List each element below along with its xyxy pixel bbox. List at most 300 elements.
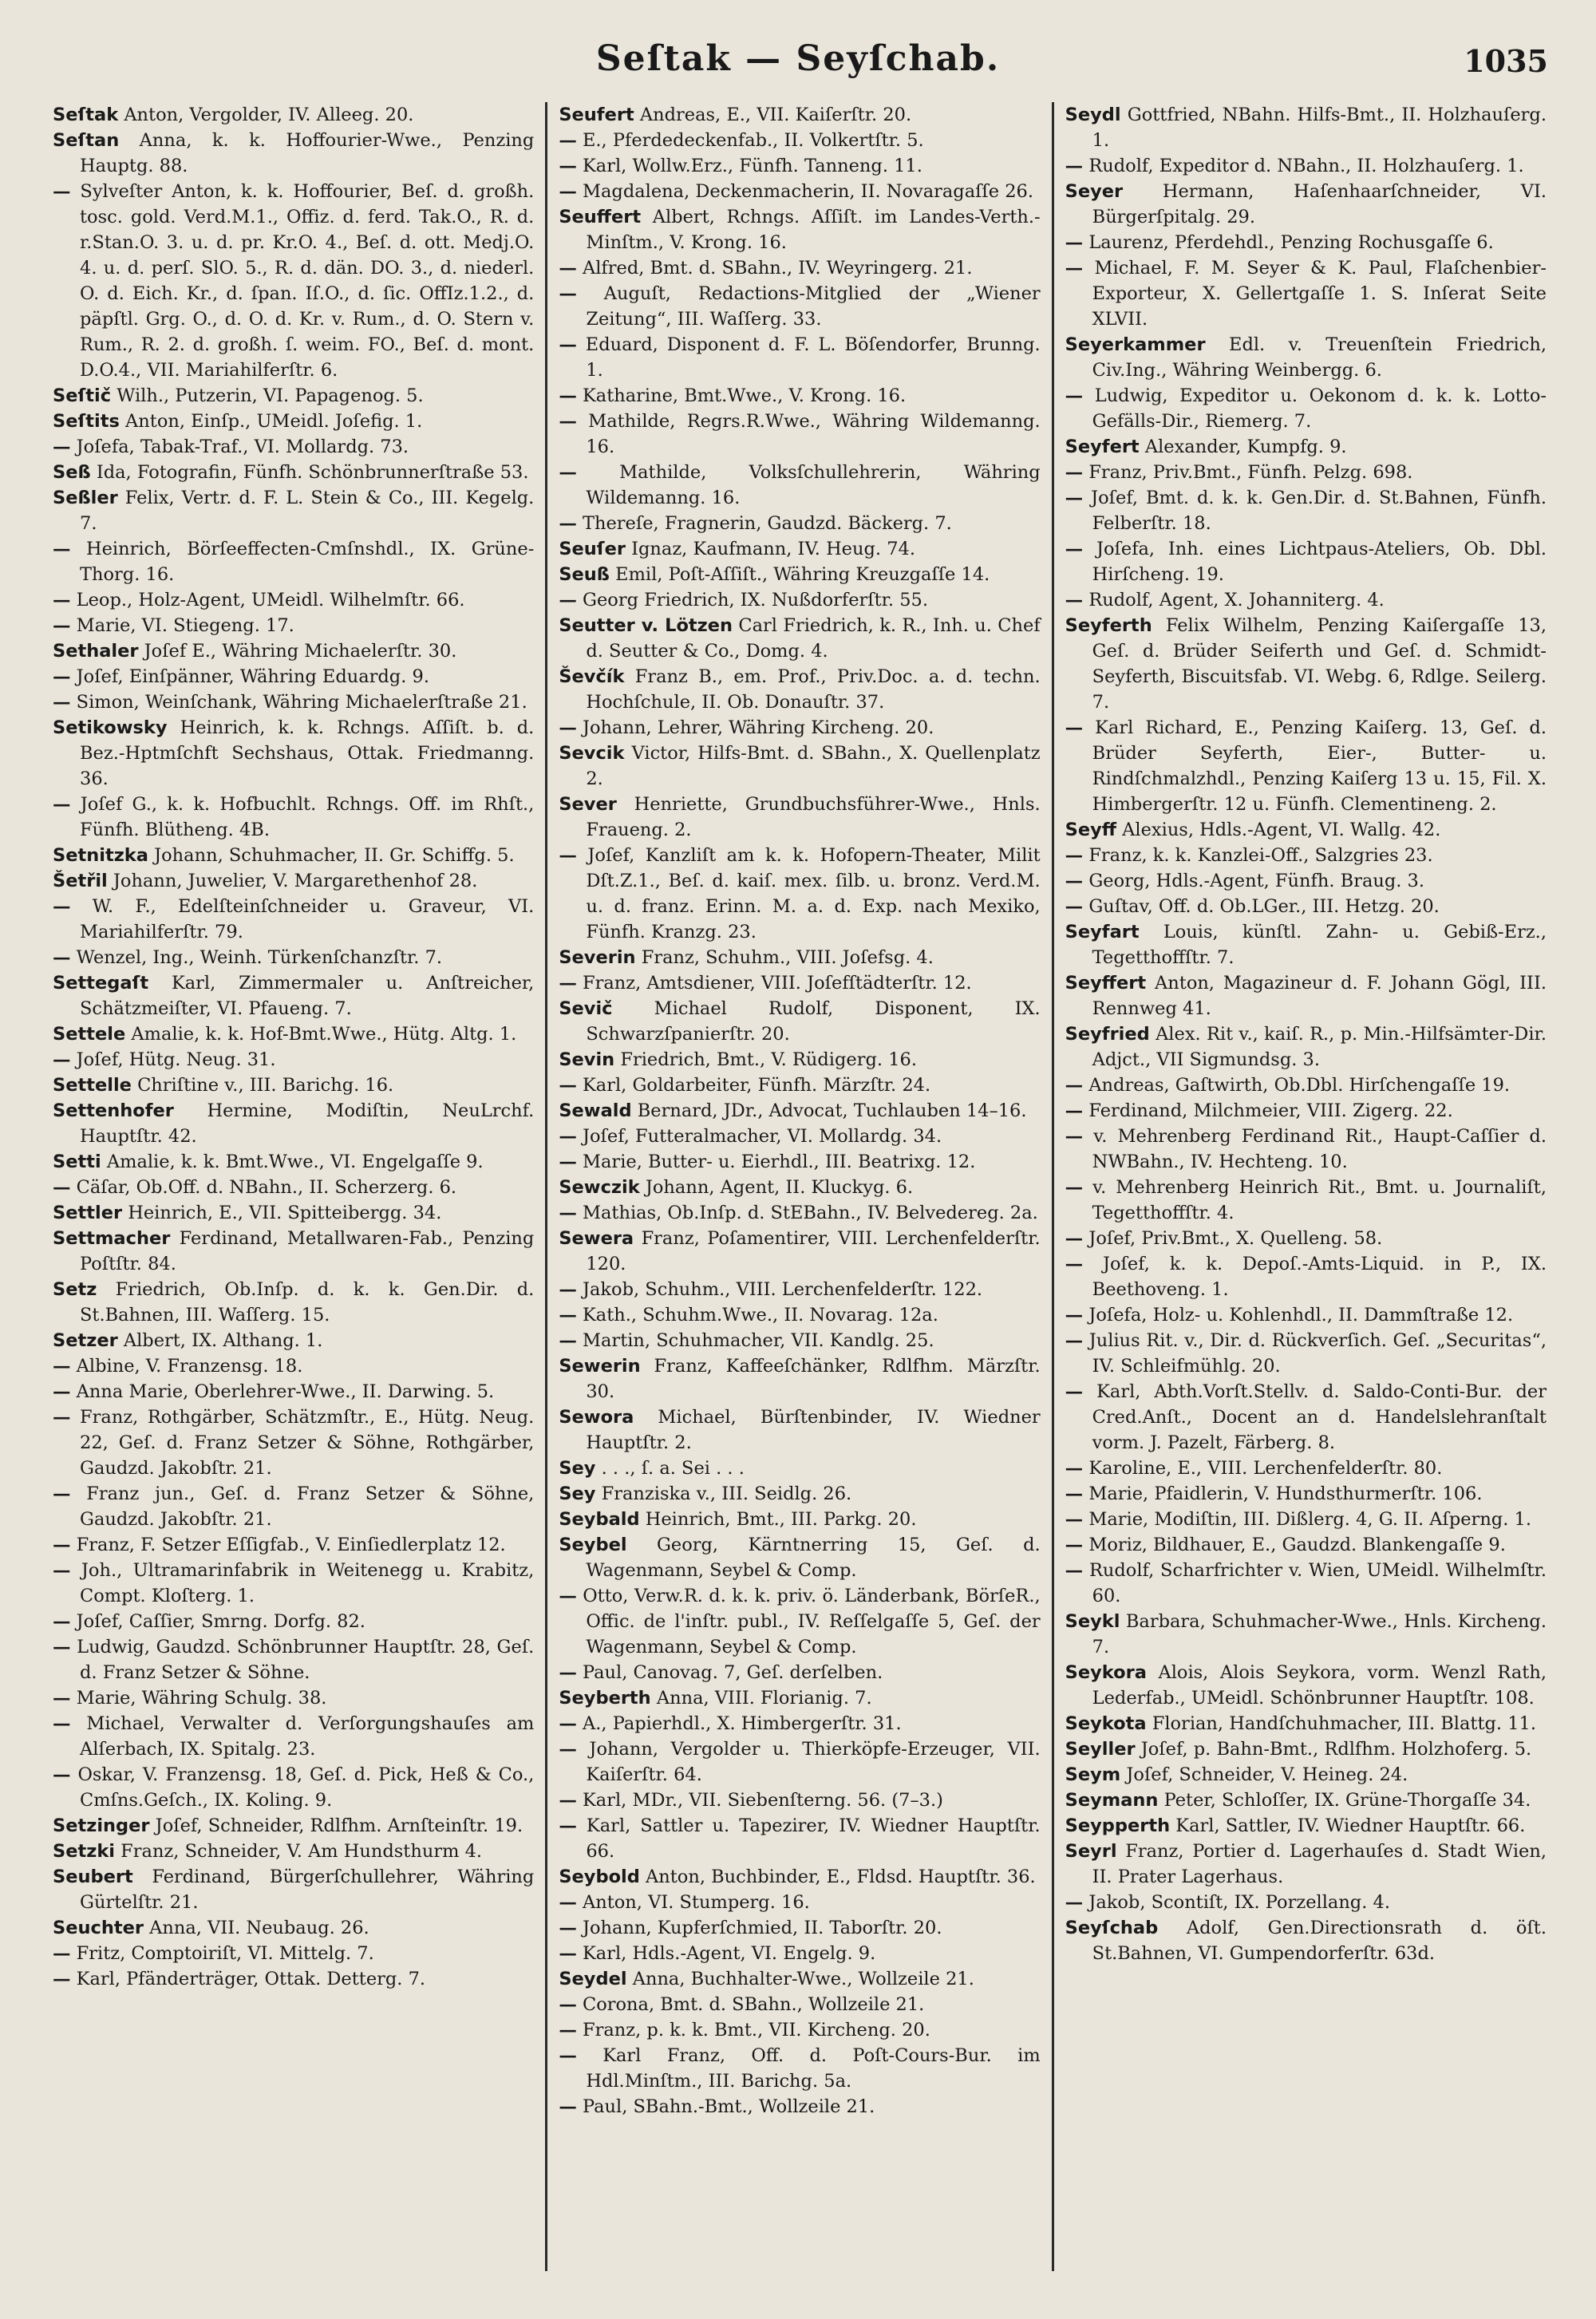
entry-details: Ludwig, Gaudzd. Schönbrunner Hauptſtr. 28, Geſ. d. Franz Setzer & Söhne. [77,1637,535,1683]
directory-entry [559,2094,1040,2119]
entry-details: Joſef, Caſſier, Smrng. Dorfg. 82. [76,1611,365,1632]
entry-surname: — [559,2096,577,2117]
entry-details: Heinrich, Bmt., III. Parkg. 20. [645,1509,917,1530]
entry-surname: — [1065,1126,1084,1147]
directory-entry [559,1941,1040,1966]
entry-details: Karl, Pfänderträger, Ottak. Detterg. 7. [76,1969,426,1989]
entry-surname: — [559,1126,577,1147]
entry-surname: — [1065,488,1084,508]
entry-details: Ferdinand, Milchmeier, VIII. Zigerg. 22. [1088,1100,1453,1121]
entry-surname: — [559,1994,577,2015]
entry-details: Victor, Hilfs-Bmt. d. SBahn., X. Quellenplatz 2. [586,743,1041,789]
directory-entry [1065,179,1547,230]
entry-details: Martin, Schuhmacher, VII. Kandlg. 25. [582,1330,934,1351]
directory-entry [53,638,534,664]
entry-details: Franz, k. k. Kanzlei-Off., Salzgries 23. [1088,845,1433,866]
entry-details: Anton, Vergolder, IV. Alleeg. 20. [124,105,414,125]
entry-details: Franziska v., III. Seidlg. 26. [601,1483,852,1504]
directory-entry [559,1788,1040,1813]
entry-surname: Seykota [1065,1713,1147,1734]
entry-surname: — [559,1918,577,1938]
entry-surname: Seſtak [53,105,119,125]
directory-entry [53,689,534,715]
page-header [48,38,1548,94]
entry-surname: — [559,181,577,202]
directory-entry [559,1813,1040,1864]
entry-details: Georg, Kärntnerring 15, Geſ. d. Wagenmann, Seybel & Comp. [586,1535,1041,1581]
entry-details: Rudolf, Scharfrichter v. Wien, UMeidl. Wilhelmſtr. 60. [1088,1560,1547,1606]
directory-entry [53,1200,534,1226]
directory-entry [1065,613,1547,715]
entry-surname: Sevcik [559,743,625,764]
entry-details: Franz, p. k. k. Bmt., VII. Kircheng. 20. [582,2020,930,2040]
entry-surname: — [559,1279,577,1300]
directory-entry [1065,1813,1547,1839]
directory-entry [53,1379,534,1404]
entry-surname: Seufert [559,105,634,125]
entry-details: Paul, Canovag. 7, Geſ. derſelben. [582,1662,883,1683]
directory-entry [1065,1124,1547,1175]
entry-surname: Setti [53,1152,101,1172]
entry-details: Bernard, JDr., Advocat, Tuchlauben 14–16. [637,1100,1027,1121]
entry-details: Alexius, Hdls.-Agent, VI. Wallg. 42. [1122,820,1441,840]
directory-entry [559,1047,1040,1073]
directory-entry [53,179,534,383]
directory-entry [1065,1711,1547,1736]
entry-surname: — [559,258,577,279]
directory-entry [53,1685,534,1711]
entry-details: Joſef, Futteralmacher, VI. Mollardg. 34. [582,1126,942,1147]
entry-details: Georg, Hdls.-Agent, Fünfh. Braug. 3. [1088,871,1425,891]
directory-entry [53,613,534,638]
entry-surname: — [559,411,577,432]
directory-entry [559,1456,1040,1481]
directory-entry [1065,230,1547,255]
directory-entry [559,1481,1040,1507]
entry-details: Anton, Magazineur d. F. Johann Gögl, III. Rennweg 41. [1092,973,1547,1019]
directory-entry [559,1277,1040,1302]
directory-entry [1065,970,1547,1021]
directory-entry [559,1685,1040,1711]
directory-entry [53,1711,534,1762]
entry-surname: — [559,334,577,355]
entry-details: Joſef, Schneider, Rdlfhm. Arnſteinſtr. 19. [155,1815,523,1836]
entry-surname: — [1065,1509,1084,1530]
entry-surname: Seypperth [1065,1815,1171,1836]
entry-details: Fritz, Comptoiriſt, VI. Mittelg. 7. [76,1943,374,1964]
directory-entry [559,996,1040,1047]
entry-details: Joſef E., Währing Michaelerſtr. 30. [144,641,457,662]
directory-entry [53,894,534,945]
directory-entry [1065,460,1547,485]
entry-details: Joſefa, Tabak-Traf., VI. Mollardg. 73. [76,437,409,457]
directory-entry [559,255,1040,281]
entry-details: Gottfried, NBahn. Hilfs-Bmt., II. Holzhauſerg. 1. [1092,105,1547,151]
entry-details: Joſef G., k. k. Hofbuchlt. Rchngs. Off. im Rhſt., Fünfh. Blütheng. 4B. [80,794,535,840]
entry-details: Peter, Schloſſer, IX. Grüne-Thorgaſſe 34. [1163,1790,1531,1811]
entry-surname: — [1065,1892,1084,1913]
entry-surname: Seykora [1065,1662,1147,1683]
directory-entry [1065,1788,1547,1813]
entry-surname: Setzki [53,1841,115,1862]
entry-details: Julius Rit. v., Dir. d. Rückverſich. Geſ. „Securitas“, IV. Schleifmühlg. 20. [1088,1330,1547,1377]
entry-surname: Seyferth [1065,615,1152,636]
entry-surname: — [53,1688,71,1709]
entry-details: Albert, IX. Althang. 1. [123,1330,323,1351]
entry-surname: Sewera [559,1228,634,1249]
entry-details: Carl Friedrich, k. R., Inh. u. Chef d. Seutter & Co., Domg. 4. [586,615,1041,662]
directory-entry [559,332,1040,383]
directory-entry [1065,153,1547,179]
directory-entry [53,1813,534,1839]
entry-details: Chriſtine v., III. Barichg. 16. [137,1075,394,1096]
entry-details: Anton, VI. Stumperg. 16. [582,1892,810,1913]
directory-entry [559,1226,1040,1277]
directory-entry [559,664,1040,715]
entry-surname: — [559,1330,577,1351]
directory-entry [1065,1481,1547,1507]
entry-details: Karl, Hdls.-Agent, VI. Engelg. 9. [582,1943,876,1964]
entry-details: Anna, k. k. Hoffourier-Wwe., Penzing Hauptg. 88. [80,130,535,176]
entry-surname: — [559,1075,577,1096]
directory-entry [559,1404,1040,1456]
entry-details: Paul, SBahn.-Bmt., Wollzeile 21. [582,2096,875,2117]
entry-surname: Seyfart [1065,922,1140,942]
entry-surname: Sey [559,1483,596,1504]
entry-surname: — [559,130,577,151]
entry-surname: — [559,590,577,610]
entry-surname: — [53,1611,71,1632]
entry-details: Anton, Buchbinder, E., Fldsd. Hauptſtr. 36. [646,1867,1036,1887]
entry-details: Emil, Poſt-Aſſiſt., Währing Kreuzgaſſe 14. [615,564,990,585]
entry-surname: — [1065,258,1084,279]
entry-surname: — [1065,539,1084,559]
entry-details: Oskar, V. Franzensg. 18, Geſ. d. Pick, Heß & Co., Cmſns.Geſch., IX. Koling. 9. [77,1764,535,1811]
directory-entry [53,1839,534,1864]
entry-details: Joſef, Priv.Bmt., X. Quelleng. 58. [1088,1228,1383,1249]
entry-surname: — [1065,1305,1084,1325]
entry-details: Karl, Goldarbeiter, Fünfh. Märzſtr. 24. [582,1075,931,1096]
entry-surname: Seubert [53,1867,133,1887]
entry-surname: — [53,181,71,202]
entry-surname: — [53,1381,71,1402]
entry-details: Franz, Amtsdiener, VIII. Joſefſtädterſtr. 12. [582,973,972,994]
entry-surname: Ševčík [559,666,625,687]
entry-details: Albine, V. Franzensg. 18. [76,1356,303,1377]
entry-surname: — [53,666,71,687]
directory-entry [1065,332,1547,383]
directory-columns [41,102,1558,2271]
entry-surname: Sever [559,794,617,815]
directory-entry [559,1736,1040,1788]
entry-surname: — [53,794,71,815]
entry-surname: — [1065,1330,1084,1351]
directory-entry [1065,102,1547,153]
entry-surname: — [53,1637,71,1657]
entry-surname: — [53,1407,71,1428]
entry-surname: — [1065,385,1084,406]
entry-surname: — [1065,871,1084,891]
entry-details: Simon, Weinſchank, Währing Michaelerſtraße 21. [76,692,527,713]
entry-details: Joſef, Bmt. d. k. k. Gen.Dir. d. St.Bahnen, Fünfh. Felberſtr. 18. [1091,488,1547,534]
entry-surname: — [53,1535,71,1555]
entry-details: Karl, MDr., VII. Siebenſterng. 56. (7–3.) [582,1790,943,1811]
entry-details: Leop., Holz-Agent, UMeidl. Wilhelmſtr. 66. [76,590,465,610]
directory-entry [559,1966,1040,1992]
entry-details: Ida, Fotografin, Fünfh. Schönbrunnerſtraße 53. [96,462,529,483]
entry-details: Hermine, Modiſtin, NeuLrchf. Hauptſtr. 42. [80,1100,535,1147]
entry-details: Franz, Priv.Bmt., Fünfh. Pelzg. 698. [1088,462,1413,483]
entry-surname: — [1065,462,1084,483]
directory-entry [559,179,1040,204]
entry-surname: — [1065,1100,1084,1121]
entry-details: W. F., Edelſteinſchneider u. Graveur, VI. Mariahilferſtr. 79. [80,896,535,942]
directory-entry [53,1864,534,1915]
entry-details: Jakob, Scontiſt, IX. Porzellang. 4. [1088,1892,1390,1913]
entry-surname: Setzinger [53,1815,150,1836]
entry-surname: — [559,1662,577,1683]
directory-entry [559,945,1040,970]
entry-surname: — [559,845,577,866]
entry-details: Karl, Sattler, IV. Wiedner Hauptſtr. 66. [1175,1815,1526,1836]
entry-surname: — [53,615,71,636]
entry-surname: Seſtan [53,130,120,151]
entry-details: Karl, Zimmermaler u. Anſtreicher, Schätzmeiſter, VI. Pfaueng. 7. [80,973,535,1019]
entry-surname: Seyer [1065,181,1124,202]
entry-details: Alois, Alois Seykora, vorm. Wenzl Rath, Lederfab., UMeidl. Schönbrunner Hauptſtr. 108. [1092,1662,1547,1709]
directory-entry [559,1890,1040,1915]
directory-entry [559,1864,1040,1890]
entry-surname: — [559,283,577,304]
entry-surname: Seydl [1065,105,1121,125]
column-1 [41,102,545,2271]
entry-surname: — [1065,1075,1084,1096]
entry-surname: — [53,1560,71,1581]
entry-details: Karl Richard, E., Penzing Kaiſerg. 13, Geſ. d. Brüder Seyferth, Eier-, Butter- u. Rindſchmalzhdl., Penzing Kaiſerg 13 u. 15, Fil. X. Himbergerſtr. 12 u. Fünfh. Clementineng. 2. [1092,717,1547,815]
directory-entry [1065,919,1547,970]
directory-entry [1065,715,1547,817]
directory-entry [53,587,534,613]
entry-surname: — [53,947,71,968]
entry-details: Amalie, k. k. Bmt.Wwe., VI. Engelgaſſe 9. [106,1152,484,1172]
directory-entry [53,383,534,409]
entry-details: Franz, Portier d. Lagerhauſes d. Stadt Wien, II. Prater Lagerhaus. [1092,1841,1547,1887]
directory-entry [1065,1507,1547,1532]
entry-details: Franz, Poſamentirer, VIII. Lerchenfelderſtr. 120. [586,1228,1041,1274]
entry-surname: — [559,1892,577,1913]
entry-details: Ignaz, Kaufmann, IV. Heug. 74. [631,539,915,559]
entry-surname: — [1065,1177,1084,1198]
entry-surname: Seuffert [559,207,642,227]
directory-entry [1065,1839,1547,1890]
directory-entry [53,536,534,587]
directory-entry [1065,868,1547,894]
entry-details: Marie, Modiſtin, III. Dißlerg. 4, G. II. Aſperng. 1. [1088,1509,1531,1530]
entry-details: Anna, VIII. Florianig. 7. [656,1688,872,1709]
entry-details: Franz, F. Setzer Eſſigfab., V. Einſiedlerplatz 12. [76,1535,506,1555]
entry-surname: Sewald [559,1100,632,1121]
directory-entry [53,1277,534,1328]
entry-details: Joſefa, Inh. eines Lichtpaus-Ateliers, Ob. Dbl. Hirſcheng. 19. [1092,539,1547,585]
entry-details: Adolf, Gen.Directionsrath d. öſt. St.Bahnen, VI. Gumpendorferſtr. 63d. [1092,1918,1547,1964]
entry-details: Heinrich, Börſeeffecten-Cmſnshdl., IX. Grüne-Thorg. 16. [80,539,535,585]
entry-details: Moriz, Bildhauer, E., Gaudzd. Blankengaſſe 9. [1088,1535,1506,1555]
entry-surname: — [559,1790,577,1811]
directory-entry [559,1302,1040,1328]
entry-surname: — [1065,717,1084,738]
entry-surname: Seyſchab [1065,1918,1159,1938]
directory-entry [53,868,534,894]
entry-details: Johann, Lehrer, Währing Kircheng. 20. [582,717,934,738]
entry-surname: — [559,462,577,483]
entry-details: Rudolf, Expeditor d. NBahn., II. Holzhauſerg. 1. [1088,156,1524,176]
entry-surname: Seßler [53,488,118,508]
entry-surname: — [53,1356,71,1377]
directory-entry [53,128,534,179]
entry-surname: — [559,1713,577,1734]
entry-surname: — [1065,1228,1084,1249]
entry-surname: Seyerkammer [1065,334,1206,355]
entry-surname: — [1065,1254,1084,1274]
directory-entry [559,1711,1040,1736]
entry-surname: Seyfried [1065,1024,1150,1045]
directory-entry [1065,817,1547,843]
directory-entry [1065,536,1547,587]
directory-entry [53,1226,534,1277]
entry-details: Joſefa, Holz- u. Kohlenhdl., II. Dammſtraße 12. [1088,1305,1514,1325]
entry-details: Alfred, Bmt. d. SBahn., IV. Weyringerg. 21. [582,258,973,279]
directory-entry [559,409,1040,460]
entry-details: Otto, Verw.R. d. k. k. priv. ö. Länderbank, BörſeR., Offic. de l'inſtr. publ., IV. Reſſelgaſſe 5, Geſ. der Wagenmann, Seybel & Comp. [583,1586,1041,1657]
directory-entry [1065,1302,1547,1328]
entry-details: Michael, Bürſtenbinder, IV. Wiedner Hauptſtr. 2. [586,1407,1041,1453]
entry-details: A., Papierhdl., X. Himbergerſtr. 31. [582,1713,902,1734]
directory-entry [559,1328,1040,1353]
entry-details: Amalie, k. k. Hof-Bmt.Wwe., Hütg. Altg. 1. [131,1024,517,1045]
entry-surname: — [559,1203,577,1223]
entry-details: Barbara, Schuhmacher-Wwe., Hnls. Kircheng. 7. [1092,1611,1547,1657]
directory-entry [53,102,534,128]
entry-details: Karl Franz, Off. d. Poſt-Cours-Bur. im Hdl.Minſtm., III. Barichg. 5a. [586,2045,1041,2092]
directory-entry [559,281,1040,332]
entry-surname: — [1065,1535,1084,1555]
directory-entry [559,102,1040,128]
directory-entry [53,1915,534,1941]
entry-details: Wenzel, Ing., Weinh. Türkenſchanzſtr. 7. [76,947,443,968]
directory-entry [53,1073,534,1098]
entry-details: Marie, Währing Schulg. 38. [76,1688,327,1709]
entry-details: Joh., Ultramarinfabrik in Weitenegg u. Krabitz, Compt. Kloſterg. 1. [80,1560,535,1606]
entry-details: Florian, Handſchuhmacher, III. Blattg. 11. [1152,1713,1536,1734]
entry-surname: — [1065,896,1084,917]
directory-entry [559,153,1040,179]
entry-surname: — [1065,1458,1084,1479]
entry-details: Franz jun., Geſ. d. Franz Setzer & Söhne, Gaudzd. Jakobſtr. 21. [80,1483,535,1530]
directory-entry [53,945,534,970]
directory-entry [53,1149,534,1175]
entry-details: Franz, Rothgärber, Schätzmſtr., E., Hütg. Neug. 22, Geſ. d. Franz Setzer & Söhne, Rothgärber, Gaudzd. Jakobſtr. 21. [80,1407,535,1479]
entry-surname: Seutter v. Lötzen [559,615,733,636]
entry-details: Jakob, Schuhm., VIII. Lerchenfelderſtr. 122. [582,1279,983,1300]
entry-details: Magdalena, Deckenmacherin, II. Novaragaſſe 26. [582,181,1034,202]
entry-details: Franz, Schneider, V. Am Hundsthurm 4. [120,1841,483,1862]
entry-details: Ferdinand, Bürgerſchullehrer, Währing Gürtelſtr. 21. [80,1867,535,1913]
column-3 [1052,102,1558,2271]
entry-surname: Settenhofer [53,1100,174,1121]
entry-details: Laurenz, Pferdehdl., Penzing Rochusgaſſe 6. [1088,232,1494,253]
entry-details: Cäſar, Ob.Off. d. NBahn., II. Scherzerg. 6. [76,1177,457,1198]
directory-entry [559,741,1040,792]
directory-entry [559,460,1040,511]
page-number: 1035 [1464,43,1548,79]
entry-details: Anna, VII. Neubaug. 26. [149,1918,369,1938]
entry-details: Eduard, Disponent d. F. L. Böſendorfer, Brunng. 1. [585,334,1041,381]
entry-details: Thereſe, Fragnerin, Gaudzd. Bäckerg. 7. [582,513,952,534]
entry-details: Heinrich, k. k. Rchngs. Aſſiſt. b. d. Bez.-Hptmſchft Sechshaus, Ottak. Friedmanng. 36. [80,717,535,789]
entry-surname: Sevin [559,1049,615,1070]
entry-details: Marie, Butter- u. Eierhdl., III. Beatrixg. 12. [582,1152,976,1172]
entry-details: E., Pferdedeckenfab., II. Volkertſtr. 5. [582,130,924,151]
entry-details: Corona, Bmt. d. SBahn., Wollzeile 21. [582,1994,925,2015]
directory-entry [53,1532,534,1558]
entry-details: Rudolf, Agent, X. Johanniterg. 4. [1088,590,1385,610]
entry-details: v. Mehrenberg Ferdinand Rit., Haupt-Caſſier d. NWBahn., IV. Hechteng. 10. [1092,1126,1547,1172]
entry-surname: — [53,896,71,917]
directory-entry [53,1353,534,1379]
entry-surname: Settmacher [53,1228,171,1249]
directory-entry [559,587,1040,613]
entry-details: Felix Wilhelm, Penzing Kaiſergaſſe 13, Geſ. d. Brüder Seiferth und Geſ. d. Schmidt-Seyferth, Biscuitsfab. VI. Webg. 6, Rdlge. Seilerg. 7. [1092,615,1547,713]
directory-entry [53,1966,534,1992]
entry-surname: — [1065,1483,1084,1504]
entry-surname: — [1065,590,1084,610]
directory-entry [1065,1736,1547,1762]
entry-surname: Sewora [559,1407,634,1428]
entry-details: Andreas, Gaſtwirth, Ob.Dbl. Hirſchengaſſe 19. [1088,1075,1511,1096]
entry-details: Friedrich, Bmt., V. Rüdigerg. 16. [620,1049,917,1070]
entry-details: Johann, Vergolder u. Thierköpfe-Erzeuger, VII. Kaiſerſtr. 64. [586,1739,1041,1785]
entry-surname: — [559,717,577,738]
entry-surname: Seuß [559,564,610,585]
directory-entry [53,1941,534,1966]
entry-surname: Setnitzka [53,845,148,866]
entry-surname: — [559,1943,577,1964]
directory-entry [559,1124,1040,1149]
entry-surname: Sewczik [559,1177,640,1198]
entry-surname: — [1065,232,1084,253]
directory-entry [1065,1660,1547,1711]
entry-details: Alexander, Kumpfg. 9. [1144,437,1347,457]
entry-surname: — [53,1177,71,1198]
directory-entry [1065,1021,1547,1073]
directory-entry [559,1992,1040,2017]
entry-surname: Seyrl [1065,1841,1117,1862]
entry-surname: Sevič [559,998,613,1019]
directory-entry [1065,1098,1547,1124]
entry-surname: Seybold [559,1867,640,1887]
directory-entry [1065,1915,1547,1966]
entry-surname: Seſtič [53,385,112,406]
directory-entry [559,1200,1040,1226]
entry-surname: Seyfert [1065,437,1140,457]
directory-entry [1065,1251,1547,1302]
directory-entry [559,1073,1040,1098]
entry-surname: — [53,692,71,713]
directory-entry [559,2043,1040,2094]
entry-surname: Seſtits [53,411,120,432]
directory-entry [53,1175,534,1200]
directory-entry [559,1532,1040,1583]
